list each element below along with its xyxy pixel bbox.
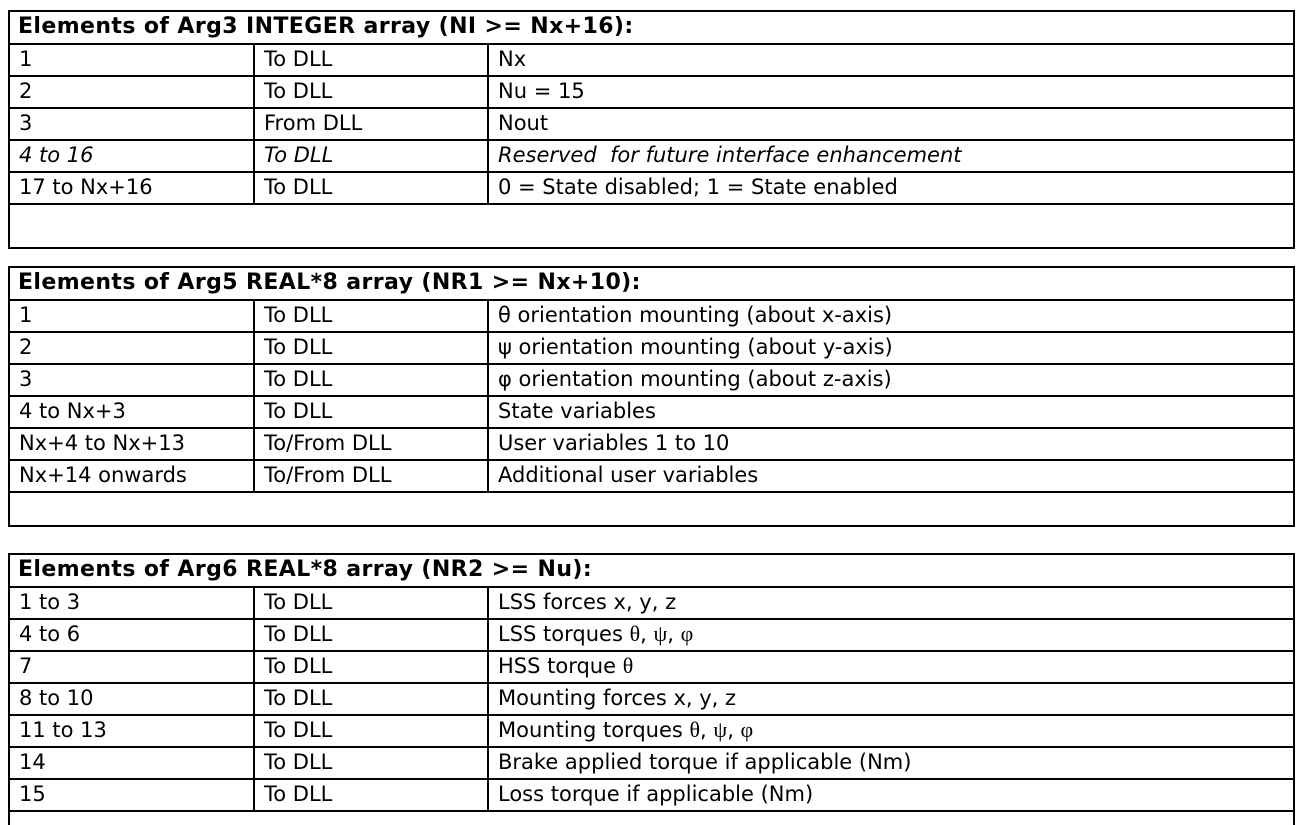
tables-container xyxy=(8,10,1295,825)
arg6-row-0 xyxy=(9,587,1294,619)
arg5-table-title: Elements of Arg5 REAL*8 array (NR1 >= Nx+10): xyxy=(9,267,1294,300)
arg6-table-title: Elements of Arg6 REAL*8 array (NR2 >= Nu): xyxy=(9,554,1294,587)
direction-cell: To DLL xyxy=(254,172,488,204)
arg6-row-1 xyxy=(9,619,1294,651)
direction-cell: To DLL xyxy=(254,364,488,396)
element-cell: 7 xyxy=(9,651,254,683)
arg6-table xyxy=(8,553,1295,825)
element-cell: 3 xyxy=(9,108,254,140)
direction-cell: From DLL xyxy=(254,108,488,140)
description-cell: θ orientation mounting (about x-axis) xyxy=(488,300,1294,332)
description-cell: Mounting forces x, y, z xyxy=(488,683,1294,715)
element-cell: 17 to Nx+16 xyxy=(9,172,254,204)
greek-symbol: θ xyxy=(689,717,701,743)
direction-cell: To DLL xyxy=(254,715,488,747)
description-cell: LSS torques θ, ψ, φ xyxy=(488,619,1294,651)
description-cell: Nu = 15 xyxy=(488,76,1294,108)
description-cell: LSS forces x, y, z xyxy=(488,587,1294,619)
arg3-row-3 xyxy=(9,140,1294,172)
element-cell: 2 xyxy=(9,332,254,364)
description-cell: 0 = State disabled; 1 = State enabled xyxy=(488,172,1294,204)
arg3-row-1 xyxy=(9,76,1294,108)
element-cell: 11 to 13 xyxy=(9,715,254,747)
direction-cell: To DLL xyxy=(254,619,488,651)
arg3-row-0 xyxy=(9,44,1294,76)
greek-symbol: φ xyxy=(680,621,694,647)
arg5-row-2 xyxy=(9,364,1294,396)
direction-cell: To DLL xyxy=(254,140,488,172)
direction-cell: To DLL xyxy=(254,651,488,683)
direction-cell: To DLL xyxy=(254,396,488,428)
greek-symbol: θ xyxy=(629,621,641,647)
description-cell: Nout xyxy=(488,108,1294,140)
arg5-row-3 xyxy=(9,396,1294,428)
element-cell: 2 xyxy=(9,76,254,108)
arg5-blank-row xyxy=(9,492,1294,526)
direction-cell: To DLL xyxy=(254,44,488,76)
description-cell: φ orientation mounting (about z-axis) xyxy=(488,364,1294,396)
arg6-blank-row xyxy=(9,811,1294,825)
direction-cell: To DLL xyxy=(254,587,488,619)
description-cell: Loss torque if applicable (Nm) xyxy=(488,779,1294,811)
blank-cell xyxy=(9,204,1294,248)
description-cell: Brake applied torque if applicable (Nm) xyxy=(488,747,1294,779)
description-cell: ψ orientation mounting (about y-axis) xyxy=(488,332,1294,364)
blank-cell xyxy=(9,492,1294,526)
direction-cell: To DLL xyxy=(254,332,488,364)
element-cell: 15 xyxy=(9,779,254,811)
arg5-row-5 xyxy=(9,460,1294,492)
description-cell: Additional user variables xyxy=(488,460,1294,492)
element-cell: 4 to 6 xyxy=(9,619,254,651)
greek-symbol: ψ xyxy=(713,717,728,743)
arg3-title-row xyxy=(9,11,1294,44)
greek-symbol: θ xyxy=(622,653,634,679)
arg6-row-2 xyxy=(9,651,1294,683)
description-cell: HSS torque θ xyxy=(488,651,1294,683)
arg5-row-0 xyxy=(9,300,1294,332)
direction-cell: To DLL xyxy=(254,747,488,779)
arg6-row-6 xyxy=(9,779,1294,811)
direction-cell: To DLL xyxy=(254,76,488,108)
arg5-row-4 xyxy=(9,428,1294,460)
description-cell: User variables 1 to 10 xyxy=(488,428,1294,460)
arg3-row-4 xyxy=(9,172,1294,204)
greek-symbol: ψ xyxy=(653,621,668,647)
arg5-row-1 xyxy=(9,332,1294,364)
arg5-table xyxy=(8,266,1295,527)
element-cell: 4 to 16 xyxy=(9,140,254,172)
element-cell: 4 to Nx+3 xyxy=(9,396,254,428)
element-cell: 1 xyxy=(9,44,254,76)
description-cell: State variables xyxy=(488,396,1294,428)
greek-symbol: φ xyxy=(740,717,754,743)
description-cell: Reserved for future interface enhancement xyxy=(488,140,1294,172)
arg6-row-4 xyxy=(9,715,1294,747)
arg5-title-row xyxy=(9,267,1294,300)
arg6-row-5 xyxy=(9,747,1294,779)
description-cell: Mounting torques θ, ψ, φ xyxy=(488,715,1294,747)
direction-cell: To/From DLL xyxy=(254,428,488,460)
element-cell: Nx+4 to Nx+13 xyxy=(9,428,254,460)
direction-cell: To DLL xyxy=(254,779,488,811)
blank-cell xyxy=(9,811,1294,825)
arg3-table xyxy=(8,10,1295,249)
element-cell: 1 xyxy=(9,300,254,332)
element-cell: 3 xyxy=(9,364,254,396)
arg3-row-2 xyxy=(9,108,1294,140)
arg3-blank-row xyxy=(9,204,1294,248)
description-cell: Nx xyxy=(488,44,1294,76)
element-cell: 8 to 10 xyxy=(9,683,254,715)
element-cell: Nx+14 onwards xyxy=(9,460,254,492)
element-cell: 1 to 3 xyxy=(9,587,254,619)
arg3-table-title: Elements of Arg3 INTEGER array (NI >= Nx+16): xyxy=(9,11,1294,44)
arg6-row-3 xyxy=(9,683,1294,715)
direction-cell: To DLL xyxy=(254,683,488,715)
element-cell: 14 xyxy=(9,747,254,779)
direction-cell: To DLL xyxy=(254,300,488,332)
arg6-title-row xyxy=(9,554,1294,587)
direction-cell: To/From DLL xyxy=(254,460,488,492)
